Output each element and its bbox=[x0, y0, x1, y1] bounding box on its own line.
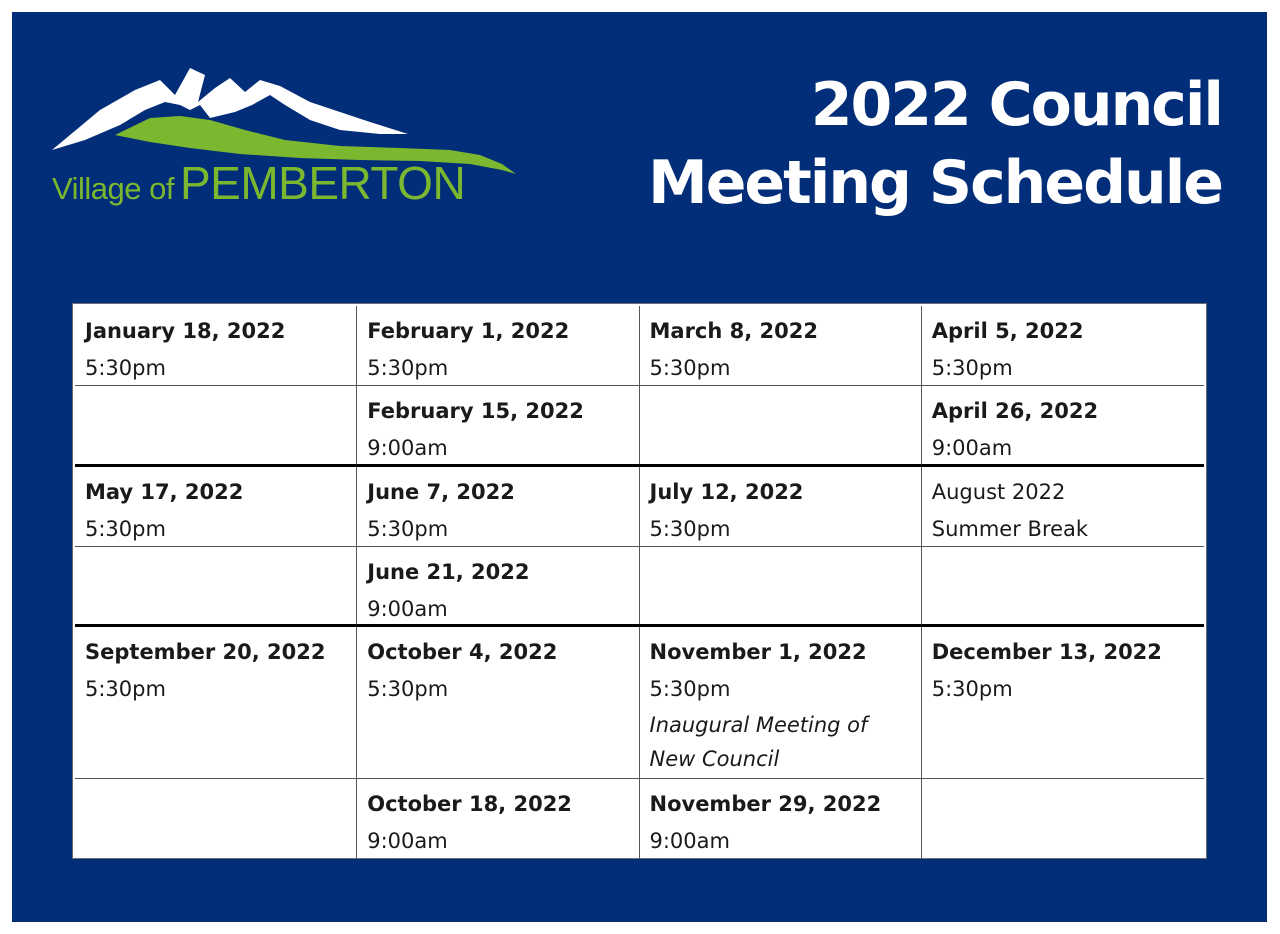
meeting-time: 5:30pm bbox=[85, 517, 166, 541]
schedule-row bbox=[75, 306, 1204, 386]
meeting-time: Summer Break bbox=[931, 517, 1089, 541]
meeting-time: 5:30pm bbox=[649, 356, 731, 380]
schedule-cell bbox=[357, 547, 639, 624]
meeting-date: February 1, 2022 bbox=[367, 319, 570, 343]
schedule-cell bbox=[922, 467, 1204, 546]
meeting-time: 5:30pm bbox=[649, 517, 731, 541]
meeting-date: June 7, 2022 bbox=[367, 480, 515, 504]
meeting-time: 5:30pm bbox=[367, 677, 449, 701]
meeting-time: 5:30pm bbox=[649, 677, 731, 701]
meeting-time: 5:30pm bbox=[367, 517, 449, 541]
meeting-date: May 17, 2022 bbox=[85, 480, 244, 504]
schedule-cell bbox=[922, 547, 1204, 624]
schedule-cell bbox=[922, 779, 1204, 859]
meeting-time: 5:30pm bbox=[931, 677, 1013, 701]
meeting-time: 9:00am bbox=[931, 436, 1013, 460]
schedule-row bbox=[75, 386, 1204, 467]
meeting-date: June 21, 2022 bbox=[367, 560, 530, 584]
schedule-cell bbox=[640, 779, 922, 859]
schedule-cell bbox=[640, 306, 922, 385]
schedule-cell bbox=[357, 386, 639, 464]
schedule-cell bbox=[75, 547, 357, 624]
schedule-row bbox=[75, 627, 1204, 779]
meeting-time: 9:00am bbox=[367, 597, 448, 621]
schedule-table bbox=[72, 303, 1207, 859]
meeting-time: 9:00am bbox=[367, 829, 448, 853]
meeting-time: 5:30pm bbox=[85, 356, 166, 380]
logo-prefix: Village of bbox=[52, 171, 174, 206]
schedule-cell bbox=[640, 386, 922, 464]
schedule-cell bbox=[640, 627, 922, 778]
meeting-date: December 13, 2022 bbox=[931, 640, 1162, 664]
schedule-row bbox=[75, 547, 1204, 627]
title-line-2: Meeting Schedule bbox=[647, 148, 1222, 218]
meeting-date: August 2022 bbox=[931, 480, 1066, 504]
schedule-cell bbox=[75, 467, 357, 546]
schedule-cell bbox=[640, 467, 922, 546]
meeting-date: September 20, 2022 bbox=[85, 640, 326, 664]
meeting-date: April 26, 2022 bbox=[931, 399, 1099, 423]
schedule-cell bbox=[922, 386, 1204, 464]
schedule-cell bbox=[922, 627, 1204, 778]
schedule-row bbox=[75, 779, 1204, 859]
meeting-date: April 5, 2022 bbox=[931, 319, 1084, 343]
schedule-cell bbox=[640, 547, 922, 624]
schedule-cell bbox=[357, 627, 639, 778]
meeting-note: Inaugural Meeting of New Council bbox=[649, 713, 868, 771]
schedule-cell bbox=[922, 306, 1204, 385]
meeting-time: 5:30pm bbox=[931, 356, 1013, 380]
meeting-date: October 4, 2022 bbox=[367, 640, 558, 664]
schedule-cell bbox=[75, 386, 357, 464]
meeting-time: 5:30pm bbox=[85, 677, 166, 701]
title-line-1: 2022 Council bbox=[810, 70, 1222, 140]
meeting-time: 9:00am bbox=[649, 829, 730, 853]
logo-wordmark bbox=[52, 157, 466, 209]
page-title bbox=[648, 66, 1222, 222]
meeting-date: February 15, 2022 bbox=[367, 399, 584, 423]
schedule-grid bbox=[75, 306, 1204, 859]
meeting-date: November 29, 2022 bbox=[649, 792, 882, 816]
schedule-cell bbox=[357, 306, 639, 385]
logo-name: PEMBERTON bbox=[179, 157, 466, 209]
meeting-date: October 18, 2022 bbox=[367, 792, 572, 816]
schedule-row bbox=[75, 467, 1204, 547]
meeting-date: March 8, 2022 bbox=[649, 319, 818, 343]
meeting-time: 9:00am bbox=[367, 436, 448, 460]
meeting-date: January 18, 2022 bbox=[85, 319, 286, 343]
schedule-cell bbox=[357, 779, 639, 859]
meeting-date: July 12, 2022 bbox=[649, 480, 804, 504]
meeting-time: 5:30pm bbox=[367, 356, 449, 380]
schedule-cell bbox=[75, 779, 357, 859]
meeting-date: November 1, 2022 bbox=[649, 640, 867, 664]
schedule-cell bbox=[357, 467, 639, 546]
schedule-cell bbox=[75, 627, 357, 778]
schedule-cell bbox=[75, 306, 357, 385]
